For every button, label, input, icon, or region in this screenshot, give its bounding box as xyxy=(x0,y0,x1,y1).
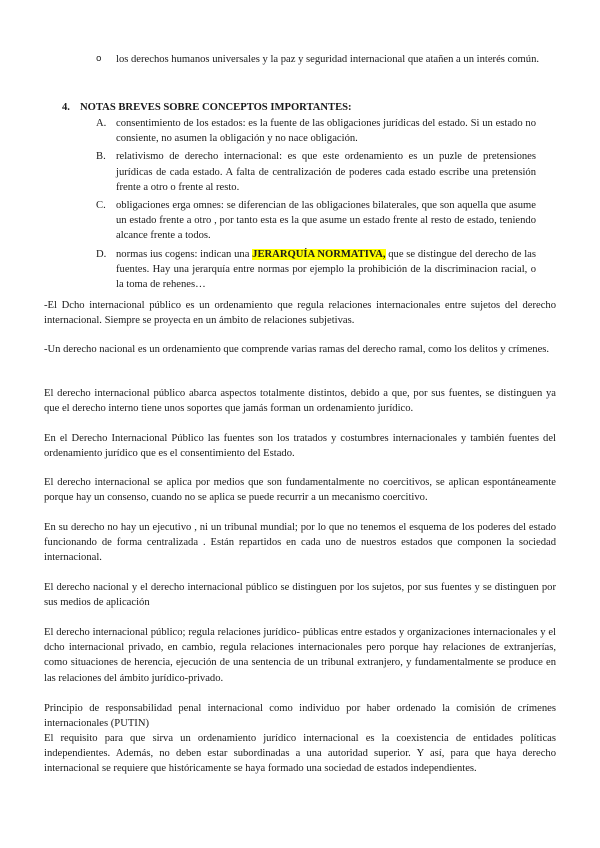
item-text-after: que se distingue del derecho de las fuentes. Hay una jerarquía entre normas por ejemplo la prohibición de la discriminacion racial, o la toma de rehenes… xyxy=(116,248,536,291)
list-item xyxy=(96,198,536,244)
paragraph: El derecho internacional público; regula relaciones jurídico- públicas entre estados y organizaciones internacionales y el dcho internacional privado, en cambio, regula relaciones internacionales pero porque hay relaciones de extranjerías, como situaciones de herencia, ejecución de una sentencia de un tribunal extranjero, y fundamentalmente se produce en las relaciones del ámbito jurídico-privado. xyxy=(44,627,556,684)
highlighted-term: JERARQUÍA NORMATIVA, xyxy=(252,248,386,260)
list-item xyxy=(96,149,536,195)
paragraph: El derecho internacional se aplica por medios que son fundamentalmente no coercitivos, se aplican espontáneamente porque hay un consenso, cuando no se aplica se puede recurrir a un mecanismo coercitivo. xyxy=(44,477,556,504)
list-item xyxy=(96,247,536,293)
paragraph: -Un derecho nacional es un ordenamiento que comprende varias ramas del derecho ramal, como los delitos y crímenes. xyxy=(44,344,550,355)
section-title: NOTAS BREVES SOBRE CONCEPTOS IMPORTANTES: xyxy=(80,102,352,113)
list-item xyxy=(96,116,536,146)
item-letter: D. xyxy=(96,248,107,260)
paragraph: El requisito para que sirva un ordenamiento jurídico internacional es la coexistencia de entidades políticas independientes. Además, no deben estar subordinadas a una autoridad superior. Y así, para que haya derecho internacional se requiere que históricamente se haya formado una sociedad de estados independientes. xyxy=(44,733,556,775)
circle-bullet-icon: o xyxy=(96,54,102,64)
item-letter: C. xyxy=(96,200,106,212)
item-text: obligaciones erga omnes: se diferencian de las obligaciones bilaterales, que son aquella que asume un estado frente a otro , por tanto esta es la que asume un estado frente al resto de estado, teniendo alcance frente a todos. xyxy=(116,200,536,242)
paragraph: El derecho nacional y el derecho internacional público se distinguen por los sujetos, por sus fuentes y se distinguen por sus medios de aplicación xyxy=(44,582,556,609)
paragraph: Principio de responsabilidad penal internacional como individuo por haber ordenado la comisión de crímenes internacionales (PUTIN) xyxy=(44,703,556,730)
item-text: relativismo de derecho internacional: es que este ordenamiento es un puzle de pretensiones jurídicas de cada estado. A falta de centralización de poderes cada estado escribe una pretensión frente a otro o frente al resto. xyxy=(116,151,536,193)
paragraph: -El Dcho internacional público es un ordenamiento que regula relaciones internacionales entre sujetos del derecho internacional. Siempre se proyecta en un ámbito de relaciones subjetivas. xyxy=(44,300,556,327)
concept-list xyxy=(96,116,536,295)
item-letter: A. xyxy=(96,118,107,129)
paragraph: En su derecho no hay un ejecutivo , ni un tribunal mundial; por lo que no tenemos el esquema de los poderes del estado funcionando de forma centralizada . Están repartidos en cada uno de nuestros estados que componen la sociedad internacional. xyxy=(44,522,556,564)
item-text: consentimiento de los estados: es la fuente de las obligaciones jurídicas del estado. Si un estado no consiente, no asumen la obligación y no nace obligación. xyxy=(116,118,536,145)
item-text-before: normas ius cogens: indican una xyxy=(116,248,253,260)
item-letter: B. xyxy=(96,151,106,163)
section-heading xyxy=(62,100,542,115)
paragraph: El derecho internacional público abarca aspectos totalmente distintos, debido a que, por sus fuentes, se distinguen ya que el derecho interno tiene unos soportes que jamás forman un ordenamiento jurídico. xyxy=(44,388,556,415)
section-number: 4. xyxy=(62,102,70,113)
bullet-text: los derechos humanos universales y la paz y seguridad internacional que atañen a un interés común. xyxy=(116,54,540,65)
paragraph: En el Derecho Internacional Público las fuentes son los tratados y costumbres internacionales y también fuentes del ordenamiento jurídico que es el consentimiento del Estado. xyxy=(44,433,556,460)
